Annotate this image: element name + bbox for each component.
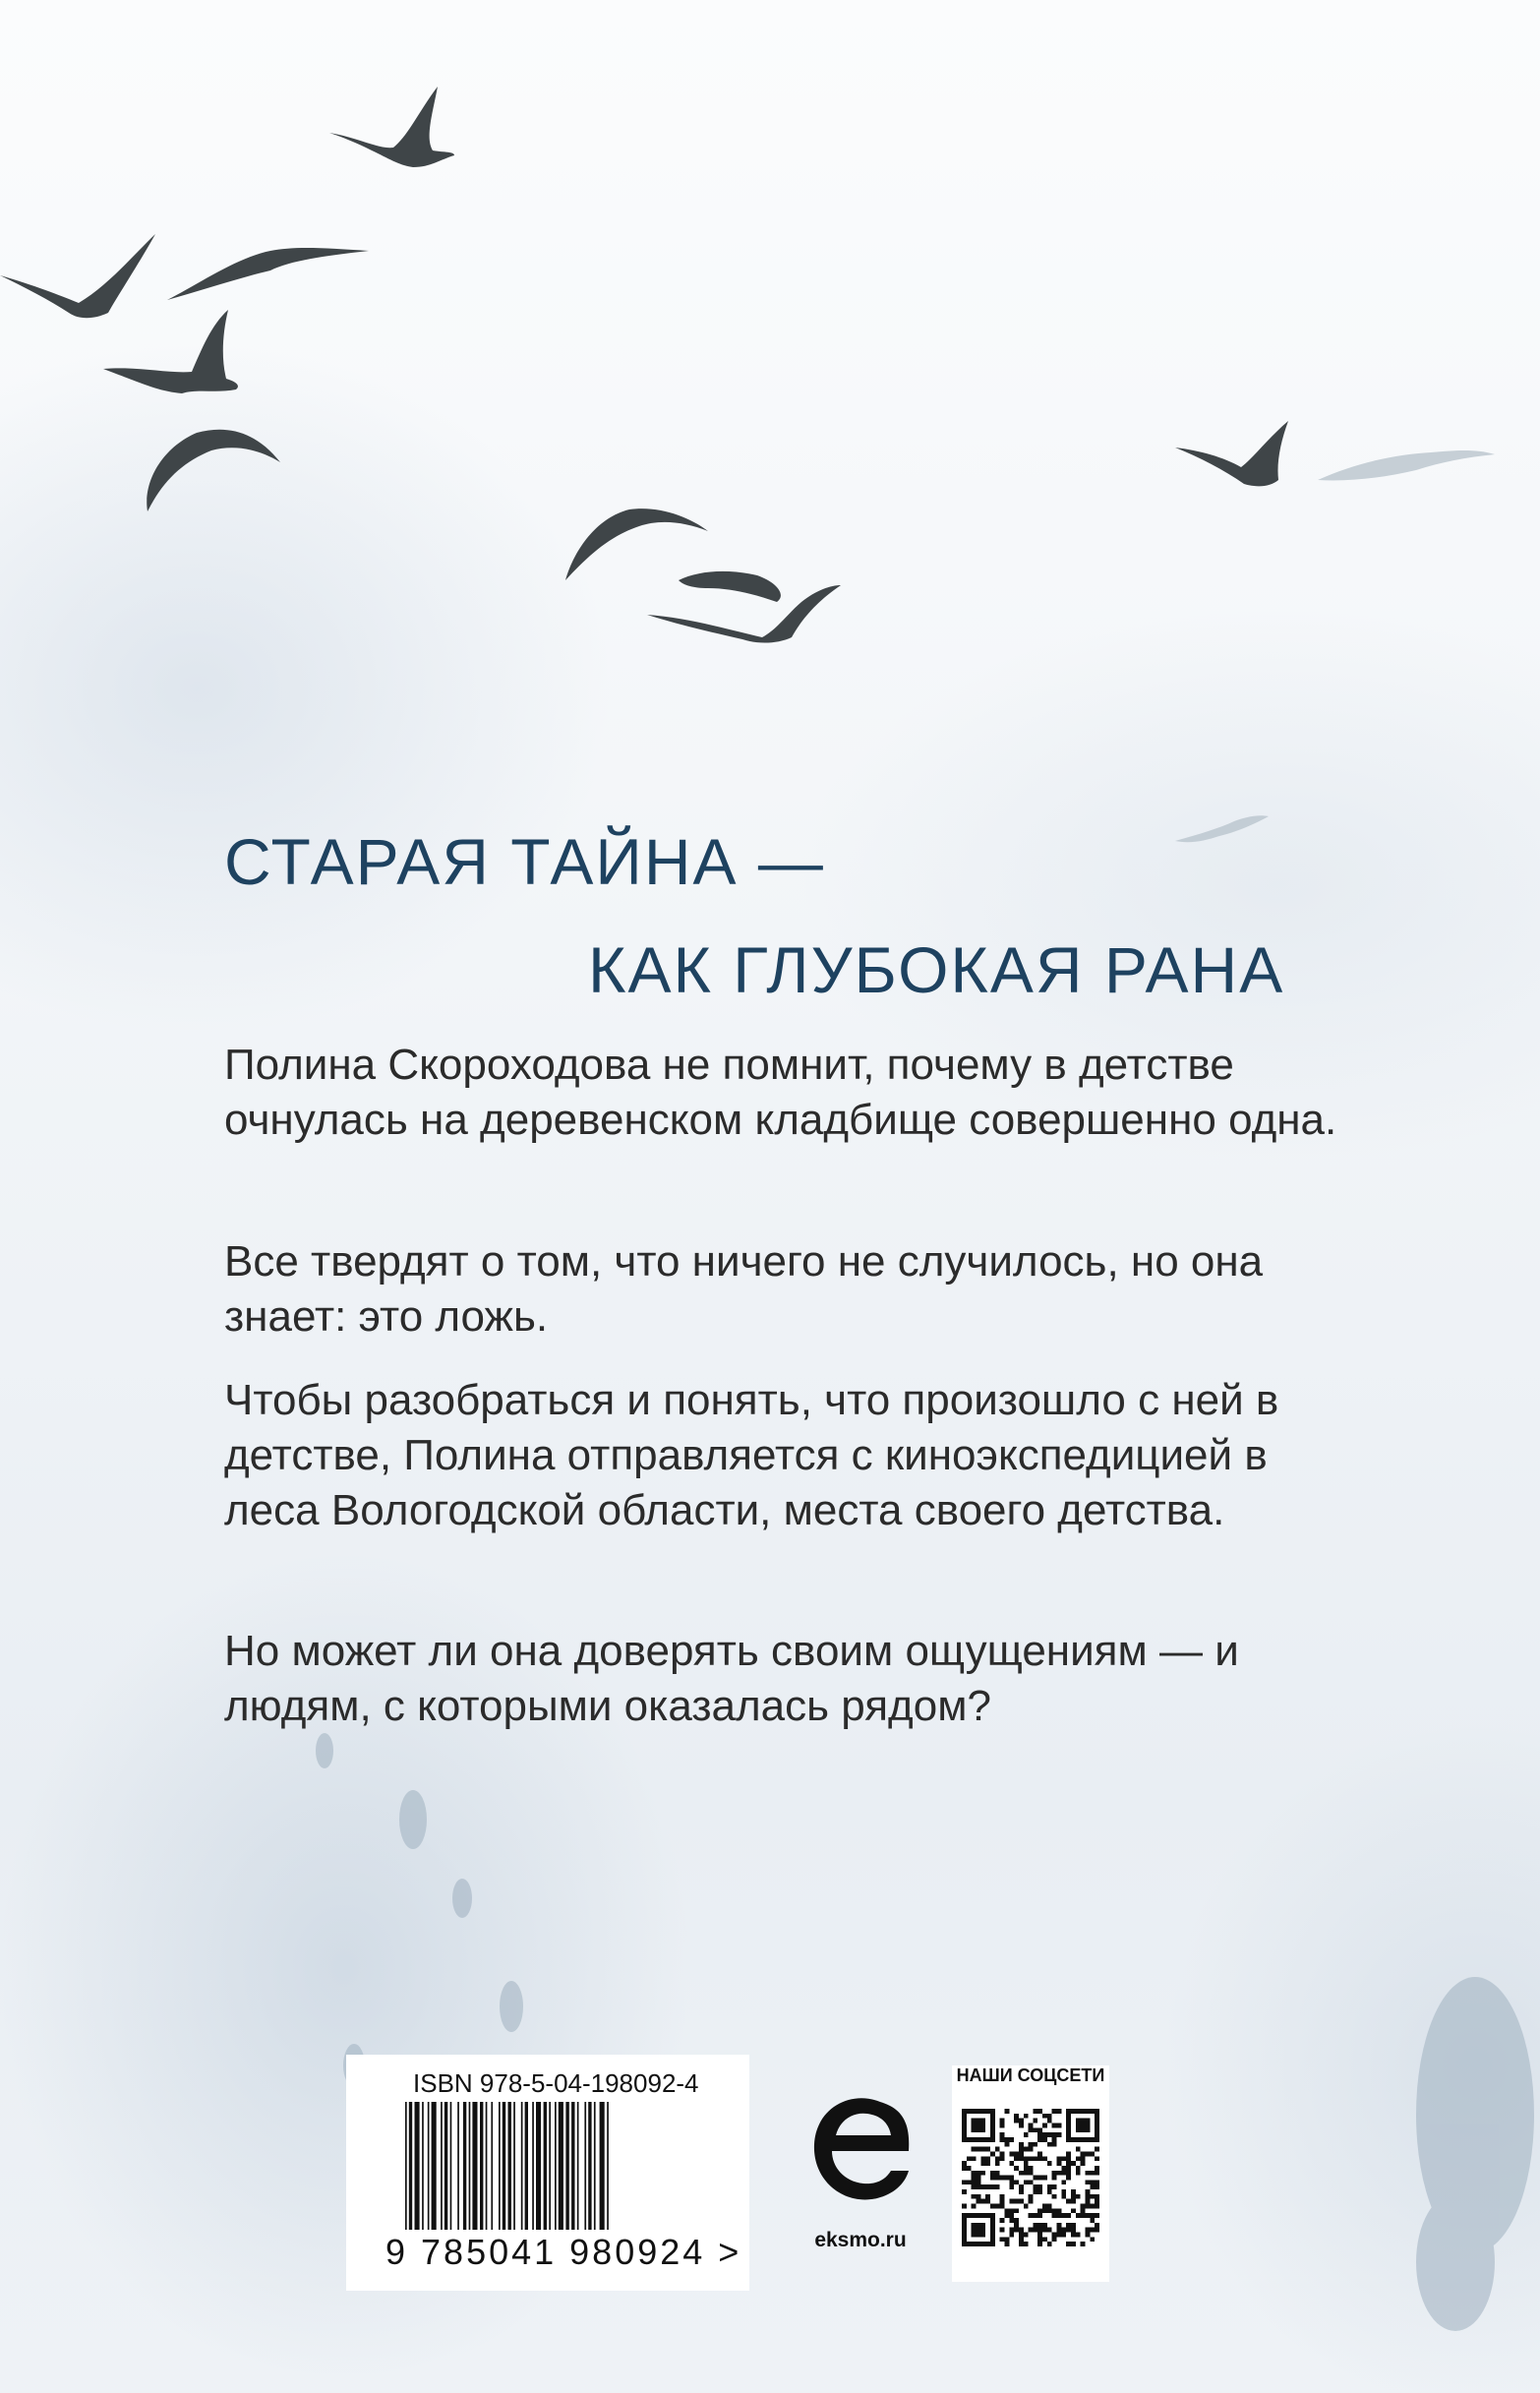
social-caption: НАШИ СОЦСЕТИ [956,2065,1105,2085]
description-paragraph: Полина Скороходова не помнит, почему в детстве очнулась на деревенском кладбище совершенно одна. [224,1041,1337,1144]
social-qr-panel [952,2065,1109,2282]
barcode-icon [403,2102,698,2230]
tagline-line-1: СТАРАЯ ТАЙНА — [224,825,825,898]
bird-icon [647,585,841,643]
bird-icon [103,310,238,393]
bird-icon [1318,450,1495,480]
bird-icon [1175,421,1288,486]
bird-icon [679,571,781,602]
bird-icon [167,248,369,300]
qr-code-icon [962,2109,1099,2246]
bird-icon [0,234,155,318]
eksmo-logo-icon [806,2090,915,2208]
tagline-line-2: КАК ГЛУБОКАЯ РАНА [588,933,1285,1006]
description-paragraph: Чтобы разобраться и понять, что произошло с ней в детстве, Полина отправляется с киноэкспедицией в леса Вологодской области, места своего детства. [224,1376,1279,1534]
bird-icon [1175,815,1269,842]
description-paragraph: Но может ли она доверять своим ощущениям — и людям, с которыми оказалась рядом? [224,1627,1239,1730]
bird-icon [565,509,708,580]
bird-icon [147,430,280,511]
bird-icon [329,87,454,167]
publisher-website: eksmo.ru [814,2229,907,2251]
description-paragraph: Все твердят о том, что ничего не случилось, но она знает: это ложь. [224,1237,1264,1341]
isbn-label: ISBN 978-5-04-198092-4 [413,2068,699,2098]
barcode-panel [346,2055,749,2291]
barcode-digits: 9 785041 980924 > [385,2232,742,2272]
